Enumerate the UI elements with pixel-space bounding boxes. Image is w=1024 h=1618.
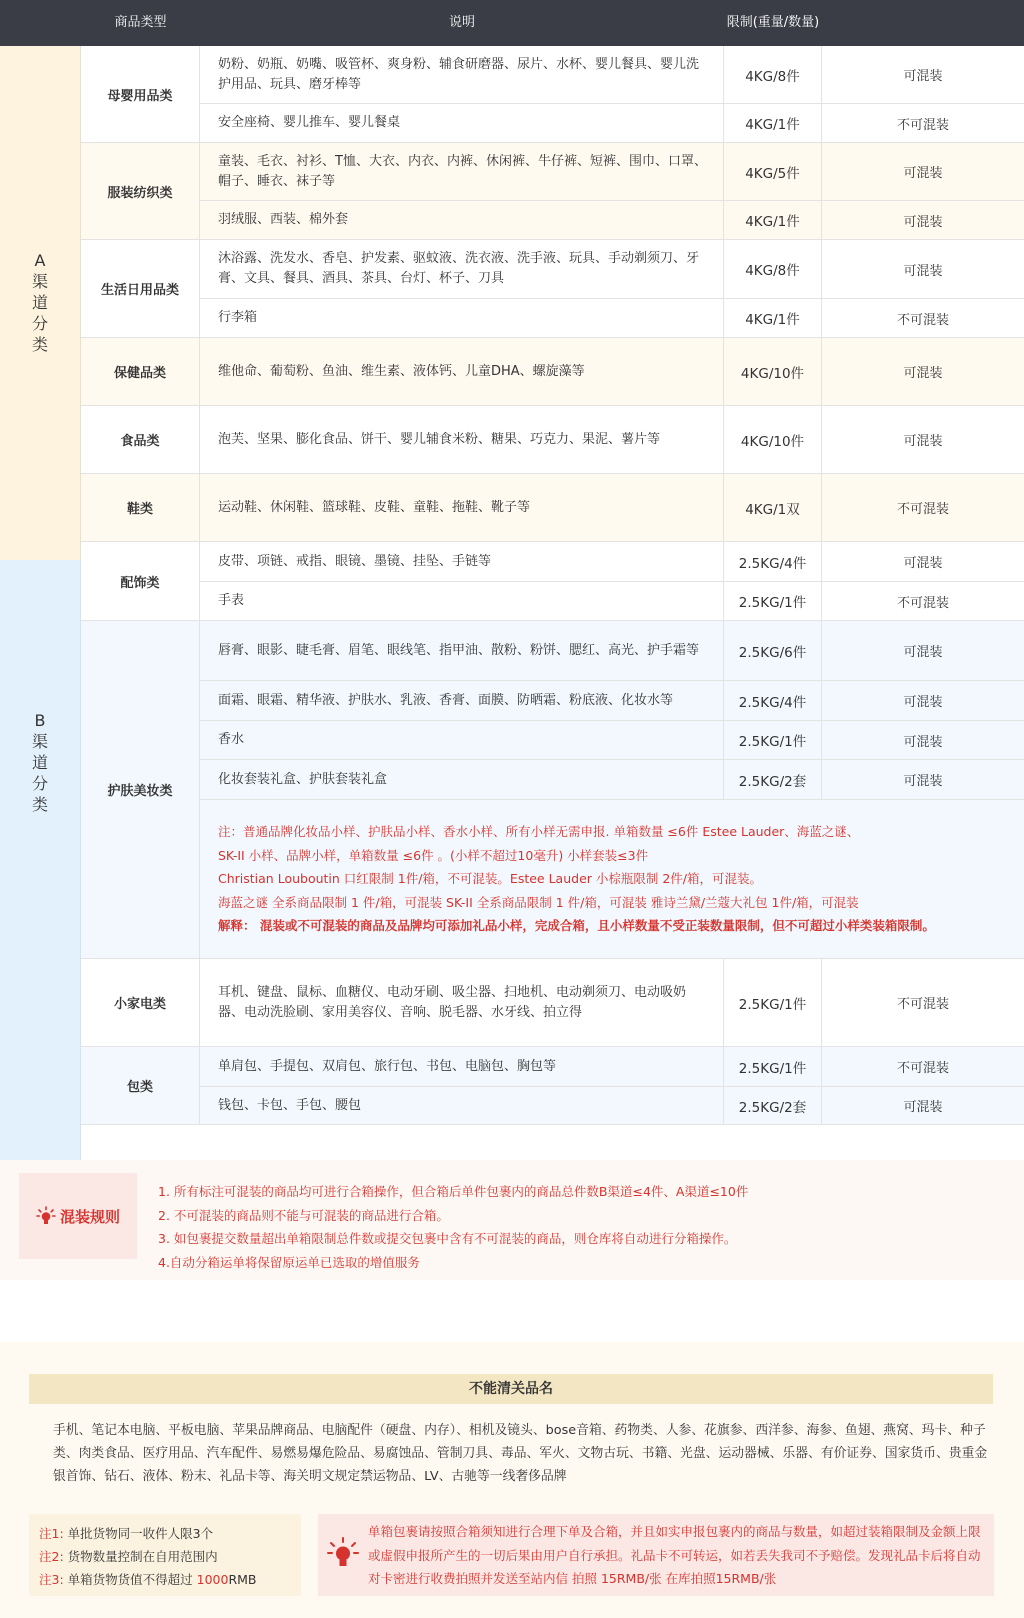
rules-tag xyxy=(19,1173,137,1259)
table-row xyxy=(200,143,1024,201)
header-limit: 限制(重量/数量) xyxy=(726,15,820,30)
table-row xyxy=(200,582,1024,621)
rule-item: 2. 不可混装的商品则不能与可混装的商品进行合箱。 xyxy=(158,1207,449,1223)
row-mix: 可混装 xyxy=(903,366,943,381)
table-row xyxy=(200,201,1024,240)
row-limit: 2.5KG/1件 xyxy=(724,1047,822,1086)
row-mix: 可混装 xyxy=(903,734,943,750)
row-mix: 不可混装 xyxy=(896,312,949,328)
row-desc: 安全座椅、婴儿推车、婴儿餐桌 xyxy=(200,104,724,142)
prohibited-section xyxy=(0,1342,1024,1618)
row-desc: 耳机、键盘、鼠标、血糖仪、电动牙刷、吸尘器、扫地机、电动剃须刀、电动吸奶器、电动洗脸刷、家用美容仪、音响、脱毛器、水牙线、拍立得 xyxy=(200,959,724,1046)
row-mix: 可混装 xyxy=(903,263,943,279)
rules-tag-label: 混装规则 xyxy=(59,1207,120,1226)
row-limit: 2.5KG/1件 xyxy=(724,721,822,759)
table-row xyxy=(200,338,1024,406)
row-limit: 2.5KG/2套 xyxy=(724,760,822,799)
row-limit: 4KG/8件 xyxy=(724,46,822,103)
note-line: SK-II 小样、品牌小样，单箱数量 ≤6件 。(小样不超过10毫升) 小样套装≤3件 xyxy=(218,847,649,863)
row-limit: 4KG/10件 xyxy=(724,338,822,405)
table-row xyxy=(200,1087,1024,1125)
row-desc: 钱包、卡包、手包、腰包 xyxy=(200,1087,724,1124)
row-limit: 4KG/5件 xyxy=(724,143,822,200)
row-mix: 不可混装 xyxy=(896,1061,949,1076)
row-limit: 2.5KG/6件 xyxy=(724,621,822,680)
table-row xyxy=(200,621,1024,681)
category-appliance: 小家电类 xyxy=(81,959,200,1047)
row-mix: 可混装 xyxy=(903,214,943,230)
table-row xyxy=(200,46,1024,104)
row-desc: 奶粉、奶瓶、奶嘴、吸管杯、爽身粉、辅食研磨器、尿片、水杯、婴儿餐具、婴儿洗护用品、玩具、磨牙棒等 xyxy=(200,46,724,103)
note-line: 海蓝之谜 全系商品限制 1 件/箱，可混装 SK-II 全系商品限制 1 件/箱，可混装 雅诗兰黛/兰蔻大礼包 1件/箱，可混装 xyxy=(218,894,859,910)
row-desc: 唇膏、眼影、睫毛膏、眉笔、眼线笔、指甲油、散粉、粉饼、腮红、高光、护手霜等 xyxy=(200,621,724,680)
row-limit: 4KG/1件 xyxy=(724,201,822,239)
row-desc: 沐浴露、洗发水、香皂、护发素、驱蚊液、洗衣液、洗手液、玩具、手动剃须刀、牙膏、文具、餐具、酒具、茶具、台灯、杯子、刀具 xyxy=(200,240,724,298)
table-row xyxy=(200,1047,1024,1087)
row-desc: 香水 xyxy=(200,721,724,759)
row-mix: 可混装 xyxy=(903,556,943,571)
prohibited-text: 手机、笔记本电脑、平板电脑、苹果品牌商品、电脑配件（硬盘、内存）、相机及镜头、bose音箱、药物类、人参、花旗参、西洋参、海参、鱼翅、燕窝、玛卡、种子类、肉类食品、医疗用品、汽车配件、易燃易爆危险品、易腐蚀品、管制刀具、毒品、军火、文物古玩、书籍、光盘、运动器械、乐器、有价证券、国家货币、贵重金银首饰、钻石、液体、粉末、礼品卡等、海关明文规定禁运物品、LV、古驰等一线奢侈品牌 xyxy=(53,1423,988,1484)
note-3 xyxy=(39,1568,301,1591)
channel-a-label: A渠道分类 xyxy=(31,251,48,354)
row-mix: 可混装 xyxy=(903,434,943,449)
category-shoes: 鞋类 xyxy=(81,474,200,542)
row-limit: 2.5KG/2套 xyxy=(724,1087,822,1124)
note-explanation: 解释： 混装或不可混装的商品及品牌均可添加礼品小样，完成合箱，且小样数量不受正装数量限制，但不可超过小样类装箱限制。 xyxy=(218,918,935,933)
row-limit: 2.5KG/4件 xyxy=(724,542,822,581)
row-mix: 不可混装 xyxy=(896,997,949,1012)
note-key: 注3: xyxy=(39,1572,64,1587)
mixing-rules-section xyxy=(0,1160,1024,1280)
rule-item: 1. 所有标注可混装的商品均可进行合箱操作，但合箱后单件包裹内的商品总件数B渠道≤4件、A渠道≤10件 xyxy=(158,1184,749,1199)
header-type: 商品类型 xyxy=(114,15,167,30)
category-food: 食品类 xyxy=(81,406,200,474)
row-mix: 不可混装 xyxy=(896,502,949,517)
table-row xyxy=(200,681,1024,721)
row-limit: 4KG/8件 xyxy=(724,240,822,298)
row-mix: 可混装 xyxy=(903,695,943,710)
rules-list xyxy=(158,1180,748,1274)
note-1 xyxy=(39,1522,301,1545)
category-daily: 生活日用品类 xyxy=(81,240,200,338)
table-row xyxy=(200,959,1024,1047)
channel-b-label: B渠道分类 xyxy=(31,711,48,814)
warning-text: 单箱包裹请按照合箱须知进行合理下单及合箱，并且如实申报包裹内的商品与数量，如超过装箱限制及金额上限或虚假申报所产生的一切后果由用户自行承担。礼品卡不可转运，如若丢失我司不予赔偿。发现礼品卡后将自动对卡密进行收费拍照并发送至站内信 拍照 15RMB/张 在库拍照15RMB/张 xyxy=(368,1524,981,1586)
header-desc: 说明 xyxy=(448,15,475,30)
notes-box xyxy=(29,1514,301,1596)
row-mix: 可混装 xyxy=(903,774,943,789)
row-mix: 不可混装 xyxy=(896,595,949,611)
row-limit: 4KG/1件 xyxy=(724,104,822,142)
table-row xyxy=(200,721,1024,760)
row-limit: 4KG/1双 xyxy=(724,474,822,541)
table-row xyxy=(200,760,1024,800)
category-bags: 包类 xyxy=(81,1047,200,1125)
note-amount: 1000 xyxy=(196,1572,229,1587)
lightbulb-icon xyxy=(36,1206,56,1226)
row-mix: 可混装 xyxy=(903,166,943,181)
row-mix: 可混装 xyxy=(903,1100,943,1115)
row-limit: 2.5KG/4件 xyxy=(724,681,822,720)
row-desc: 童装、毛衣、衬衫、T恤、大衣、内衣、内裤、休闲裤、牛仔裤、短裤、围巾、口罩、帽子、睡衣、袜子等 xyxy=(200,143,724,200)
row-desc: 手表 xyxy=(200,582,724,620)
row-desc: 皮带、项链、戒指、眼镜、墨镜、挂坠、手链等 xyxy=(200,542,724,581)
category-clothing: 服装纺织类 xyxy=(81,143,200,240)
note-line: 注：普通品牌化妆品小样、护肤品小样、香水小样、所有小样无需申报. 单箱数量 ≤6件 Estee Lauder、海蓝之谜、 xyxy=(218,824,860,839)
table-header xyxy=(0,0,1024,46)
row-desc: 维他命、葡萄粉、鱼油、维生素、液体钙、儿童DHA、螺旋藻等 xyxy=(200,338,724,405)
row-desc: 单肩包、手提包、双肩包、旅行包、书包、电脑包、胸包等 xyxy=(200,1047,724,1086)
row-desc: 行李箱 xyxy=(200,299,724,337)
rule-item: 3. 如包裹提交数量超出单箱限制总件数或提交包裹中含有不可混装的商品，则仓库将自动进行分箱操作。 xyxy=(158,1231,737,1246)
row-limit: 2.5KG/1件 xyxy=(724,959,822,1046)
row-desc: 运动鞋、休闲鞋、篮球鞋、皮鞋、童鞋、拖鞋、靴子等 xyxy=(200,474,724,541)
row-desc: 面霜、眼霜、精华液、护肤水、乳液、香膏、面膜、防晒霜、粉底液、化妆水等 xyxy=(200,681,724,720)
row-desc: 羽绒服、西装、棉外套 xyxy=(200,201,724,239)
note-value: 货物数量控制在自用范围内 xyxy=(63,1549,218,1564)
category-accessory: 配饰类 xyxy=(81,542,200,621)
category-baby: 母婴用品类 xyxy=(81,46,200,143)
row-mix: 不可混装 xyxy=(896,117,949,133)
warning-box xyxy=(318,1514,994,1596)
note-2 xyxy=(39,1545,301,1568)
table-row xyxy=(200,299,1024,338)
row-limit: 2.5KG/1件 xyxy=(724,582,822,620)
prohibited-title: 不能清关品名 xyxy=(29,1374,993,1404)
beauty-note xyxy=(200,800,1024,959)
note-currency: RMB xyxy=(228,1572,257,1587)
table-row xyxy=(200,406,1024,474)
row-desc: 泡芙、坚果、膨化食品、饼干、婴儿辅食米粉、糖果、巧克力、果泥、薯片等 xyxy=(200,406,724,473)
note-value: 单批货物同一收件人限3个 xyxy=(63,1526,214,1541)
note-key: 注1: xyxy=(39,1526,64,1541)
table-row xyxy=(200,542,1024,582)
row-limit: 4KG/1件 xyxy=(724,299,822,337)
note-key: 注2: xyxy=(39,1549,64,1564)
channel-b-column xyxy=(0,560,81,1160)
row-desc: 化妆套装礼盒、护肤套装礼盒 xyxy=(200,760,724,799)
note-value: 单箱货物货值不得超过 xyxy=(63,1572,197,1587)
note-line: Christian Louboutin 口红限制 1件/箱，不可混装。Estee Lauder 小棕瓶限制 2件/箱，可混装。 xyxy=(218,871,763,886)
table-row xyxy=(200,104,1024,143)
row-mix: 可混装 xyxy=(903,69,943,84)
channel-a-column xyxy=(0,46,81,560)
table-row xyxy=(200,474,1024,542)
category-health: 保健品类 xyxy=(81,338,200,406)
rule-item: 4.自动分箱运单将保留原运单已选取的增值服务 xyxy=(158,1254,420,1270)
table-row xyxy=(200,240,1024,299)
row-limit: 4KG/10件 xyxy=(724,406,822,473)
lightbulb-icon xyxy=(326,1536,360,1570)
category-beauty: 护肤美妆类 xyxy=(81,621,200,959)
row-mix: 可混装 xyxy=(903,645,943,660)
